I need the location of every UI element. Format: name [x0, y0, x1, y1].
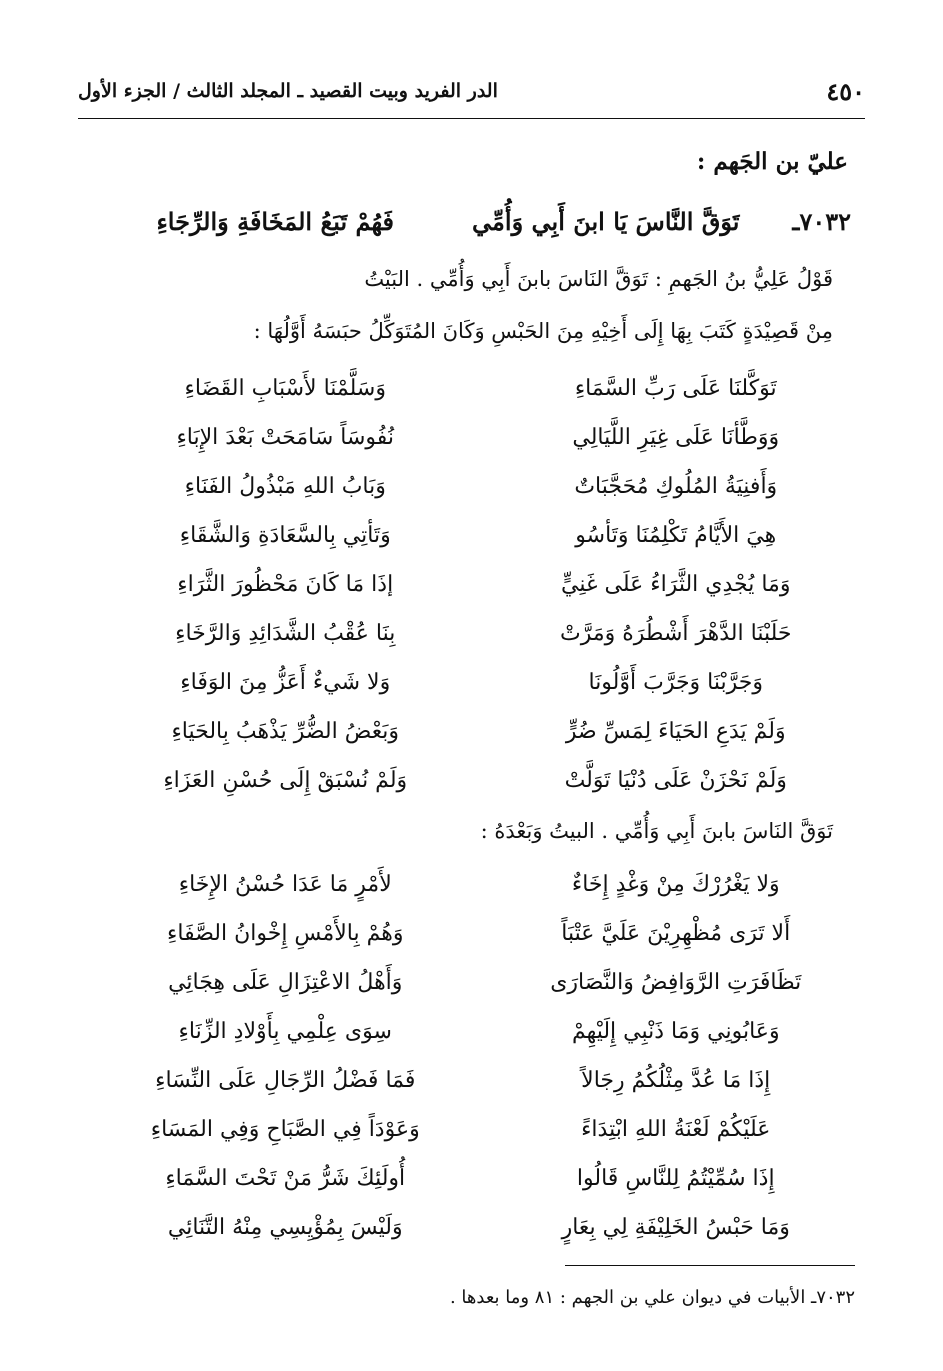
verse: [110, 860, 851, 909]
intro-line-2: مِنْ قَصِيْدَةٍ كَتَبَ بِهَا إِلَى أَخِيْهِ مِنَ الحَبْسِ وَكَانَ المُتَوَكِّلُ حبَسَهُ أَوَّلُهَا :: [253, 319, 833, 343]
hemistich-left: فَمَا فَضْلُ الرِّجَالِ عَلَى النِّسَاءِ: [155, 1068, 416, 1093]
hemistich-left: وَبَعْضُ الضُّرِّ يَذْهَبُ بِالحَيَاءِ: [171, 719, 400, 744]
hemistich-left: وَسَلَّمْنَا لأَسْبَابِ القَضَاءِ: [184, 376, 386, 401]
poem-first: [110, 364, 851, 805]
entry-hemistich-first: تَوَقَّ النَّاسَ يَا ابنَ أَبِي وَأُمِّي: [472, 206, 740, 236]
hemistich-right: وَعَابُونِي وَمَا ذَنْبِي إِلَيْهِمْ: [571, 1019, 780, 1044]
hemistich-left: وَلَمْ نُسْبَقْ إِلَى حُسْنِ العَزَاءِ: [163, 768, 408, 793]
book-title: الدر الفريد وبيت القصيد ـ المجلد الثالث / الجزء الأول: [78, 80, 498, 102]
verse: [110, 511, 851, 560]
hemistich-right: وَلا يَغْرُرْكَ مِنْ وَغْدٍ إِخَاءٌ: [571, 872, 780, 897]
entry-number: ٧٠٣٢ـ: [792, 206, 851, 236]
verse: [110, 958, 851, 1007]
hemistich-left: وَلا شَيءٌ أَعَزُّ مِنَ الوَفَاءِ: [180, 670, 391, 695]
verse: [110, 707, 851, 756]
hemistich-right: حَلَبْنَا الدَّهْرَ أَشْطُرَهُ وَمَرَّتْ: [560, 621, 792, 646]
hemistich-right: وَلَمْ نَحْزَنْ عَلَى دُنْيَا تَوَلَّتْ: [564, 768, 787, 793]
running-header: [78, 70, 865, 112]
verse: [110, 609, 851, 658]
hemistich-left: وَلَيْسَ بِمُؤْيِسِي مِنْهُ التَّنَائِي: [167, 1215, 403, 1240]
entry-verse: [110, 196, 851, 246]
bridge-line: تَوَقَّ النَاسَ بابنَ أَبِي وَأُمِّي . البيتُ وَبَعْدَهُ :: [480, 819, 833, 843]
verse: [110, 1203, 851, 1252]
hemistich-left: وَهُمْ بِالأَمْسِ إِخْوانُ الصَّفَاءِ: [167, 921, 404, 946]
verse: [110, 909, 851, 958]
verse: [110, 1007, 851, 1056]
verse: [110, 756, 851, 805]
hemistich-right: أَلا تَرَى مُظْهِرِيْنَ عَلَيَّ عَتْبَاً: [561, 921, 791, 946]
verse: [110, 462, 851, 511]
hemistich-right: إِذَا مَا عُدَّ مِثْلُكُمُ رِجَالاً: [581, 1068, 771, 1093]
hemistich-left: إذَا مَا كَانَ مَحْظُورَ الثَّرَاءِ: [177, 572, 394, 597]
hemistich-right: وَأَفنِيَةُ المُلُوكِ مُحَجَّبَاتٌ: [574, 474, 778, 499]
hemistich-left: أُولَئِكَ شَرُّ مَنْ تَحْتَ السَّمَاءِ: [165, 1166, 406, 1191]
hemistich-left: وَأَهْلُ الاعْتِزَالِ عَلَى هِجَائِي: [168, 970, 403, 995]
hemistich-left: وَتَأتِي بِالسَّعَادَةِ وَالشَّقَاءِ: [179, 523, 391, 548]
entry-hemistich-second: فَهُمْ تَبَعُ المَخَافَةِ وَالرِّجَاءِ: [156, 206, 394, 236]
poet-heading: عليّ بن الجَهم :: [696, 148, 848, 175]
hemistich-right: وَمَا حَبْسُ الخَلِيْفَةِ لِي بِعَارٍ: [561, 1215, 790, 1240]
hemistich-right: وَلَمْ يَدَعِ الحَيَاءَ لِمَسِّ ضُرٍّ: [565, 719, 786, 744]
hemistich-left: نُفُوسَاً سَامَحَتْ بَعْدَ الإِبَاءِ: [176, 425, 395, 450]
footnote: ٧٠٣٢ـ الأبيات في ديوان علي بن الجهم : ٨١ وما بعدها .: [449, 1287, 855, 1308]
header-rule: [78, 118, 865, 119]
verse: [110, 1056, 851, 1105]
footnote-rule: [565, 1265, 855, 1266]
poem-second: [110, 860, 851, 1252]
hemistich-right: وَوَطَّأنَا عَلَى غِيَرِ اللَّيَالِي: [572, 425, 780, 450]
hemistich-right: تَظَافَرَتِ الرَّوَافِضُ وَالنَّصَارَى: [550, 970, 802, 995]
hemistich-left: لأَمْرٍ مَا عَدَا حُسْنُ الإِخَاءِ: [178, 872, 392, 897]
page-number: ٤٥٠: [826, 76, 865, 106]
hemistich-left: وَبَابُ اللهِ مَبْذُولُ الفَنَاءِ: [184, 474, 386, 499]
intro-line-1: قَوْلُ عَلِيُّ بنُ الجَهمِ : تَوَقَّ النَاسَ بابنَ أَبِي وَأُمِّي . البَيْتُ: [364, 267, 833, 291]
hemistich-right: إِذَا سُمِّيْتُمُ لِلنَّاسِ قَالُوا: [576, 1166, 775, 1191]
verse: [110, 413, 851, 462]
verse: [110, 658, 851, 707]
hemistich-left: سِوَى عِلْمِي بِأَوْلادِ الزِّنَاءِ: [178, 1019, 392, 1044]
hemistich-left: بِنَا عُقْبُ الشَّدَائِدِ وَالرَّخَاءِ: [175, 621, 396, 646]
verse: [110, 560, 851, 609]
hemistich-right: تَوَكَّلنَا عَلَى رَبِّ السَّمَاءِ: [574, 376, 777, 401]
hemistich-right: هِيَ الأَيَّامُ تَكْلِمُنَا وَتَأسُو: [575, 523, 777, 548]
hemistich-right: وَجَرَّبْنَا وَجَرَّبَ أَوَّلُونَا: [588, 670, 764, 695]
verse: [110, 1154, 851, 1203]
verse: [110, 1105, 851, 1154]
hemistich-right: عَلَيْكُمْ لَعْنَةُ اللهِ ابْتِدَاءً: [581, 1117, 771, 1142]
hemistich-right: وَمَا يُجْدِي الثَّرَاءُ عَلَى غَنِيٍّ: [561, 572, 791, 597]
hemistich-left: وَعَوْدَاً فِي الصَّبَاحِ وَفِي المَسَاءِ: [150, 1117, 420, 1142]
verse: [110, 364, 851, 413]
